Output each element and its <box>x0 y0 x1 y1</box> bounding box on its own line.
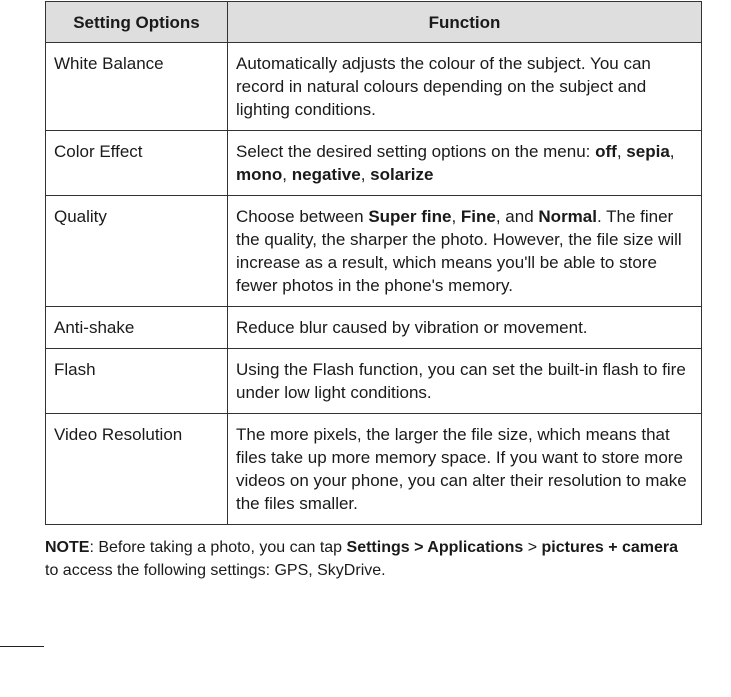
note-text: > <box>523 539 542 556</box>
table-row <box>46 307 702 349</box>
function-text: , <box>282 165 292 184</box>
function-bold-text: Normal <box>538 207 597 226</box>
note-bold-text: pictures + camera <box>541 539 679 556</box>
function-bold-text: sepia <box>626 142 670 161</box>
function-text: Select the desired setting options on the menu: <box>236 142 596 161</box>
function-text: , and <box>495 207 539 226</box>
function-text: , <box>451 207 461 226</box>
table-header-row <box>46 2 702 43</box>
setting-option-cell: Anti-shake <box>46 307 228 349</box>
note-bold-text: NOTE <box>45 539 90 556</box>
function-bold-text: Fine <box>460 207 496 226</box>
function-bold-text: Super fine <box>368 207 452 226</box>
table-row <box>46 131 702 196</box>
settings-table <box>45 1 702 525</box>
setting-option-cell: Quality <box>46 196 228 307</box>
function-cell <box>228 196 702 307</box>
function-text: Using the Flash function, you can set the built-in flash to fire under low light conditions. <box>236 360 686 402</box>
function-text: , <box>669 142 675 161</box>
function-cell <box>228 414 702 525</box>
function-text: The more pixels, the larger the file size, which means that files take up more memory space. If you want to store more videos on your phone, you can alter their resolution to make the files smaller. <box>236 425 687 513</box>
function-bold-text: negative <box>291 165 361 184</box>
function-text: Reduce blur caused by vibration or movement. <box>236 318 588 337</box>
function-cell <box>228 43 702 131</box>
header-setting-options: Setting Options <box>46 2 228 43</box>
setting-option-cell: Video Resolution <box>46 414 228 525</box>
function-text: Automatically adjusts the colour of the subject. You can record in natural colours depending on the subject and lighting conditions. <box>236 54 651 119</box>
setting-option-cell: White Balance <box>46 43 228 131</box>
setting-option-cell: Flash <box>46 349 228 414</box>
note-text: to access the following settings: GPS, SkyDrive. <box>45 562 386 579</box>
function-text: Choose between <box>236 207 369 226</box>
note-paragraph <box>45 536 695 582</box>
table-row <box>46 414 702 525</box>
setting-option-cell: Color Effect <box>46 131 228 196</box>
function-bold-text: mono <box>236 165 283 184</box>
table-body <box>46 43 702 525</box>
note-bold-text: Settings > Applications <box>346 539 524 556</box>
table-row <box>46 43 702 131</box>
function-bold-text: off <box>595 142 617 161</box>
table-row <box>46 349 702 414</box>
function-text: , <box>360 165 371 184</box>
footer-rule <box>0 646 44 647</box>
function-cell <box>228 131 702 196</box>
function-text: . The finer the quality, the sharper the photo. However, the file size will increase as a result, which means you'll be able to store fewer photos in the phone's memory. <box>236 207 682 295</box>
function-text: , <box>616 142 627 161</box>
note-text: : Before taking a photo, you can tap <box>89 539 347 556</box>
table-row <box>46 196 702 307</box>
function-cell <box>228 307 702 349</box>
function-cell <box>228 349 702 414</box>
function-bold-text: solarize <box>370 165 434 184</box>
header-function: Function <box>228 2 702 43</box>
